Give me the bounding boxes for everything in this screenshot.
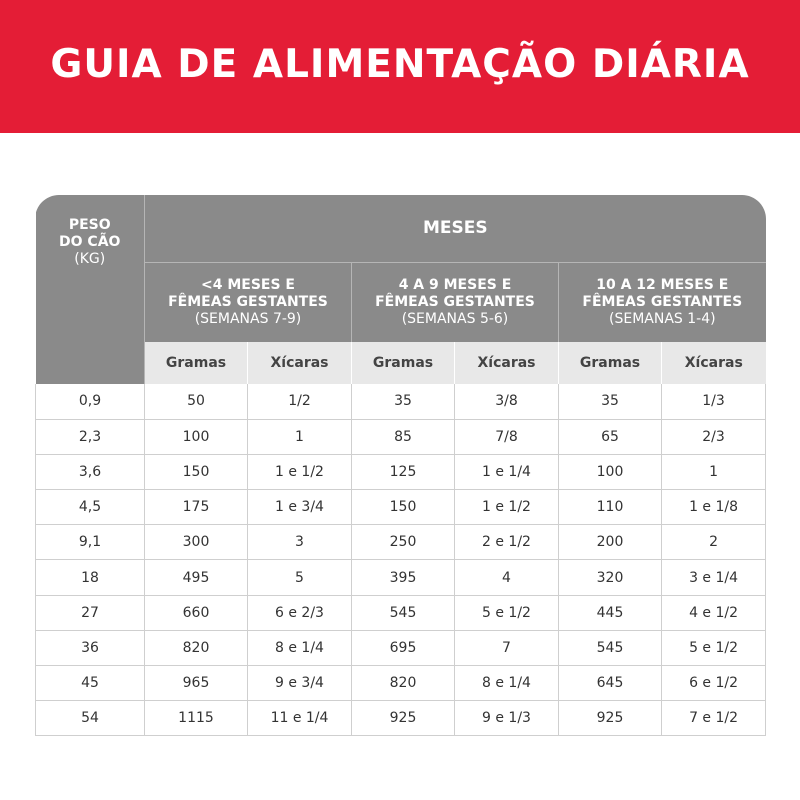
unit-header-cups: Xícaras xyxy=(455,342,559,384)
grams-cell: 395 xyxy=(352,560,455,595)
weight-cell: 27 xyxy=(36,595,145,630)
unit-header-grams: Gramas xyxy=(145,342,248,384)
grams-cell: 150 xyxy=(145,454,248,489)
cups-cell: 8 e 1/4 xyxy=(455,666,559,701)
weight-cell: 3,6 xyxy=(36,454,145,489)
weight-cell: 54 xyxy=(36,701,145,736)
weight-cell: 18 xyxy=(36,560,145,595)
age-group-header-2 xyxy=(352,262,559,342)
cups-cell: 1 e 1/2 xyxy=(455,490,559,525)
cups-cell: 11 e 1/4 xyxy=(248,701,352,736)
grams-cell: 200 xyxy=(559,525,662,560)
grams-cell: 35 xyxy=(352,384,455,419)
table-row xyxy=(36,490,766,525)
grams-cell: 300 xyxy=(145,525,248,560)
grams-cell: 925 xyxy=(352,701,455,736)
grams-cell: 925 xyxy=(559,701,662,736)
grams-cell: 820 xyxy=(145,630,248,665)
age-group-1-line2: FÊMEAS GESTANTES xyxy=(168,293,328,310)
age-group-1-weeks: (SEMANAS 7-9) xyxy=(194,310,302,327)
grams-cell: 35 xyxy=(559,384,662,419)
cups-cell: 1 e 1/4 xyxy=(455,454,559,489)
age-group-1-line1: <4 MESES E xyxy=(200,276,295,293)
unit-header-grams: Gramas xyxy=(559,342,662,384)
age-group-2-weeks: (SEMANAS 5-6) xyxy=(401,310,509,327)
grams-cell: 100 xyxy=(145,419,248,454)
grams-cell: 320 xyxy=(559,560,662,595)
cups-cell: 1 e 1/2 xyxy=(248,454,352,489)
age-group-header-3 xyxy=(559,262,766,342)
weight-header-unit: (KG) xyxy=(74,251,106,267)
cups-cell: 6 e 1/2 xyxy=(662,666,766,701)
age-group-3-line2: FÊMEAS GESTANTES xyxy=(582,293,743,310)
cups-cell: 1/3 xyxy=(662,384,766,419)
weight-cell: 2,3 xyxy=(36,419,145,454)
cups-cell: 3 xyxy=(248,525,352,560)
cups-cell: 7 xyxy=(455,630,559,665)
age-group-2-line2: FÊMEAS GESTANTES xyxy=(375,293,535,310)
grams-cell: 125 xyxy=(352,454,455,489)
unit-header-cups: Xícaras xyxy=(248,342,352,384)
weight-cell: 9,1 xyxy=(36,525,145,560)
cups-cell: 2 e 1/2 xyxy=(455,525,559,560)
grams-cell: 965 xyxy=(145,666,248,701)
cups-cell: 7/8 xyxy=(455,419,559,454)
table-row xyxy=(36,630,766,665)
cups-cell: 2 xyxy=(662,525,766,560)
cups-cell: 6 e 2/3 xyxy=(248,595,352,630)
weight-cell: 36 xyxy=(36,630,145,665)
table-row xyxy=(36,666,766,701)
unit-header-cups: Xícaras xyxy=(662,342,766,384)
age-group-3-line1: 10 A 12 MESES E xyxy=(596,276,729,293)
title-banner xyxy=(0,0,800,133)
weight-cell: 4,5 xyxy=(36,490,145,525)
weight-header-line2: DO CÃO xyxy=(59,234,121,250)
cups-cell: 5 xyxy=(248,560,352,595)
months-header: MESES xyxy=(145,195,766,262)
cups-cell: 3 e 1/4 xyxy=(662,560,766,595)
table-row xyxy=(36,454,766,489)
grams-cell: 545 xyxy=(352,595,455,630)
cups-cell: 2/3 xyxy=(662,419,766,454)
grams-cell: 695 xyxy=(352,630,455,665)
grams-cell: 495 xyxy=(145,560,248,595)
weight-cell: 45 xyxy=(36,666,145,701)
grams-cell: 50 xyxy=(145,384,248,419)
table-row xyxy=(36,595,766,630)
age-group-3-weeks: (SEMANAS 1-4) xyxy=(609,310,716,327)
table-row xyxy=(36,701,766,736)
cups-cell: 5 e 1/2 xyxy=(455,595,559,630)
weight-cell: 0,9 xyxy=(36,384,145,419)
grams-cell: 100 xyxy=(559,454,662,489)
cups-cell: 1 xyxy=(662,454,766,489)
table-row xyxy=(36,560,766,595)
cups-cell: 8 e 1/4 xyxy=(248,630,352,665)
cups-cell: 9 e 1/3 xyxy=(455,701,559,736)
cups-cell: 9 e 3/4 xyxy=(248,666,352,701)
grams-cell: 445 xyxy=(559,595,662,630)
grams-cell: 820 xyxy=(352,666,455,701)
cups-cell: 4 xyxy=(455,560,559,595)
table-row xyxy=(36,384,766,419)
cups-cell: 1 e 3/4 xyxy=(248,490,352,525)
grams-cell: 545 xyxy=(559,630,662,665)
page-title: GUIA DE ALIMENTAÇÃO DIÁRIA xyxy=(50,42,750,87)
cups-cell: 7 e 1/2 xyxy=(662,701,766,736)
grams-cell: 645 xyxy=(559,666,662,701)
grams-cell: 175 xyxy=(145,490,248,525)
age-group-header-1 xyxy=(145,262,352,342)
age-group-2-line1: 4 A 9 MESES E xyxy=(398,276,512,293)
grams-cell: 250 xyxy=(352,525,455,560)
cups-cell: 3/8 xyxy=(455,384,559,419)
cups-cell: 5 e 1/2 xyxy=(662,630,766,665)
cups-cell: 4 e 1/2 xyxy=(662,595,766,630)
grams-cell: 1115 xyxy=(145,701,248,736)
cups-cell: 1/2 xyxy=(248,384,352,419)
table-body xyxy=(36,384,766,736)
grams-cell: 150 xyxy=(352,490,455,525)
table-row xyxy=(36,419,766,454)
grams-cell: 110 xyxy=(559,490,662,525)
unit-header-grams: Gramas xyxy=(352,342,455,384)
table-row xyxy=(36,525,766,560)
weight-header-line1: PESO xyxy=(68,217,111,233)
grams-cell: 65 xyxy=(559,419,662,454)
grams-cell: 660 xyxy=(145,595,248,630)
cups-cell: 1 e 1/8 xyxy=(662,490,766,525)
cups-cell: 1 xyxy=(248,419,352,454)
grams-cell: 85 xyxy=(352,419,455,454)
feeding-guide-table xyxy=(35,195,766,736)
weight-header xyxy=(36,195,145,384)
